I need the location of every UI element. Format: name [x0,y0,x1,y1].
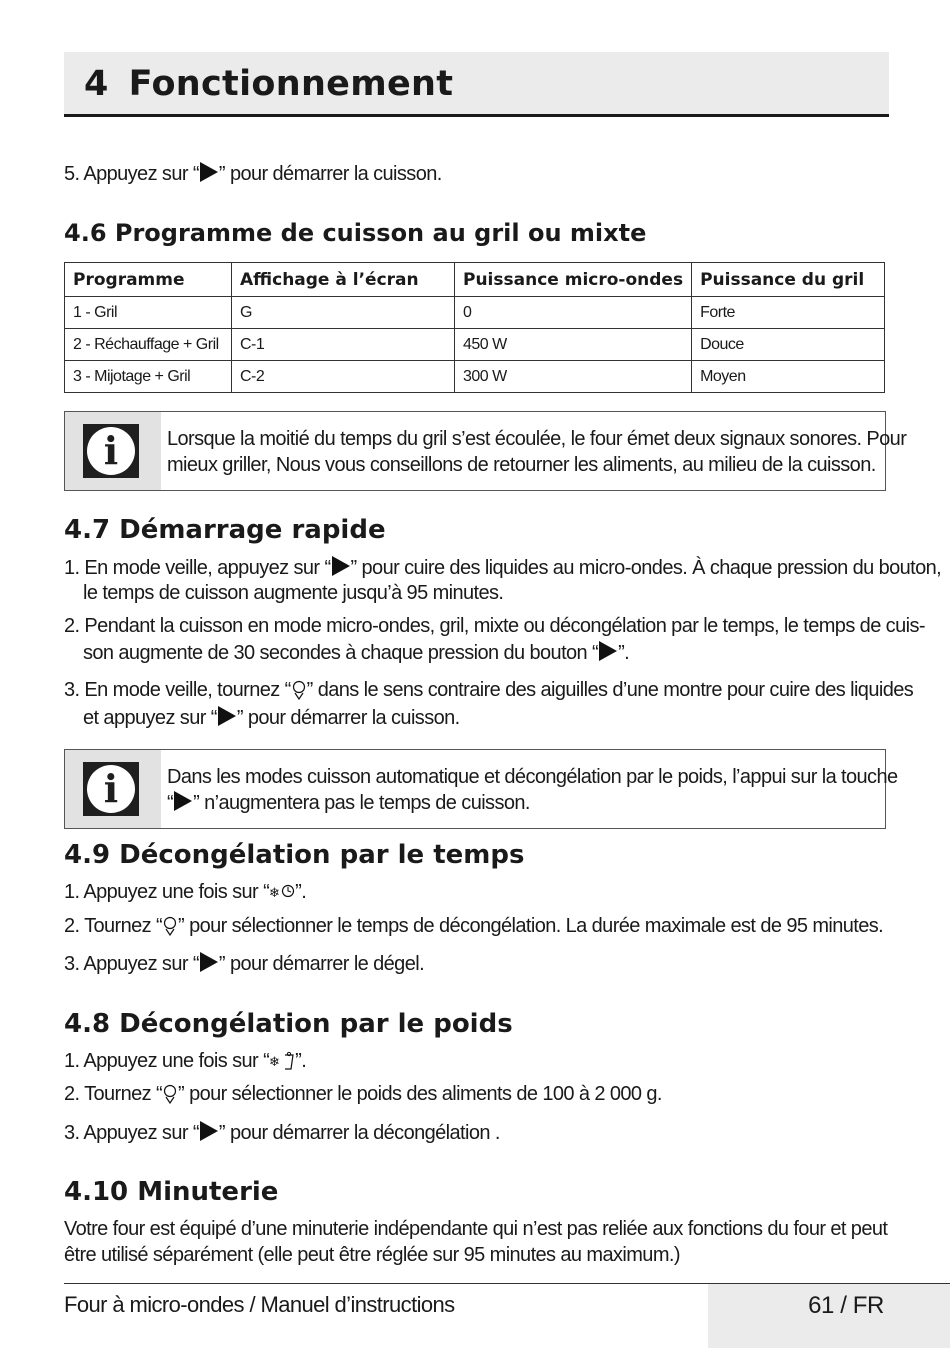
step-5 [64,162,442,186]
note-text [167,764,898,816]
table-row [65,329,885,361]
svg-text:❄: ❄ [269,886,280,901]
info-icon-cell [65,412,161,490]
table-header: Puissance du gril [692,263,885,297]
info-icon [83,762,139,816]
text-segment: 3. Appuyez sur “ [64,1122,199,1144]
table-cell: 0 [455,297,692,329]
text-segment: 1. Appuyez une fois sur “ [64,1050,270,1072]
start-button-icon [200,1121,218,1141]
text-segment: 2. Tournez “ [64,1083,163,1105]
info-note-quick-start [64,749,898,829]
start-button-icon [218,706,236,726]
table-cell: 2 - Réchauffage + Gril [65,329,232,361]
note-line: mieux griller, Nous vous conseillons de retourner les aliments, au milieu de la cuisson. [167,454,876,476]
section-4-8-title: 4.8 Décongélation par le poids [64,1009,513,1039]
table-cell: Moyen [692,361,885,393]
rotary-knob-icon [291,680,307,700]
text-segment: 2. Tournez “ [64,915,163,937]
time-defrost-icon [269,882,295,902]
section-4-7-title: 4.7 Démarrage rapide [64,515,386,545]
info-note-grill [64,411,907,491]
time-defrost-item-1 [64,881,306,904]
start-button-icon [200,162,218,182]
quick-start-item-1-cont: le temps de cuisson augmente jusqu’à 95 minutes. [83,582,504,604]
text-segment: ” pour cuire des liquides au micro-ondes. À chaque pression du bouton, [350,557,942,579]
step-5-post: ” pour démarrer la cuisson. [218,163,442,185]
table-header: Programme [65,263,232,297]
text-segment: ” dans le sens contraire des aiguilles d’une montre pour cuire des liquides [306,679,914,701]
text-segment: 1. En mode veille, appuyez sur “ [64,557,331,579]
table-cell: Forte [692,297,885,329]
table-header: Affichage à l’écran [232,263,455,297]
grill-program-table [64,262,885,393]
table-cell: C-1 [232,329,455,361]
note-text [167,426,907,478]
table-row [65,297,885,329]
table-row [65,361,885,393]
note-line: Dans les modes cuisson automatique et décongélation par le poids, l’appui sur la touche [167,766,898,788]
quick-start-item-2-cont [83,641,629,665]
rotary-knob-icon [162,916,178,936]
info-icon-cell [65,750,161,828]
text-segment: ” pour démarrer la décongélation . [218,1122,500,1144]
section-4-10-title: 4.10 Minuterie [64,1177,279,1207]
start-button-icon [174,791,192,811]
info-icon [83,424,139,478]
svg-text:❄: ❄ [269,1055,280,1070]
weight-defrost-item-2 [64,1083,662,1106]
text-segment: ” pour sélectionner le temps de décongélation. La durée maximale est de 95 minutes. [178,915,884,937]
weight-defrost-icon [269,1051,295,1071]
timer-paragraph-line: Votre four est équipé d’une minuterie indépendante qui n’est pas reliée aux fonctions du four et peut [64,1218,888,1240]
table-header: Puissance micro-ondes [455,263,692,297]
time-defrost-item-3 [64,952,424,976]
table-cell: Douce [692,329,885,361]
footer-page-number: 61 / FR [808,1292,884,1319]
text-segment: “ [167,792,174,814]
text-segment: ” n’augmentera pas le temps de cuisson. [193,792,530,814]
text-segment: ” pour sélectionner le poids des aliments de 100 à 2 000 g. [178,1083,662,1105]
chapter-number: 4 [84,64,109,104]
section-4-9-title: 4.9 Décongélation par le temps [64,840,525,870]
text-segment: 3. Appuyez sur “ [64,953,199,975]
text-segment: ”. [618,642,630,664]
table-header-row [65,263,885,297]
quick-start-item-1 [64,556,941,580]
table-cell: C-2 [232,361,455,393]
table-cell: G [232,297,455,329]
table-cell: 300 W [455,361,692,393]
start-button-icon [332,556,350,576]
info-icon-glyph: i [103,766,119,811]
footer-manual-title: Four à micro-ondes / Manuel d’instructions [64,1292,455,1317]
weight-defrost-item-1 [64,1050,306,1073]
text-segment: son augmente de 30 secondes à chaque pression du bouton “ [83,642,599,664]
rotary-knob-icon [162,1084,178,1104]
weight-defrost-item-3 [64,1121,500,1145]
timer-paragraph-line: être utilisé séparément (elle peut être réglée sur 95 minutes au maximum.) [64,1244,680,1266]
quick-start-item-3 [64,679,913,702]
text-segment: et appuyez sur “ [83,707,217,729]
text-segment: 1. Appuyez une fois sur “ [64,881,270,903]
info-icon-glyph: i [103,428,119,473]
text-segment: ” pour démarrer le dégel. [218,953,425,975]
text-segment: 3. En mode veille, tournez “ [64,679,291,701]
table-cell: 1 - Gril [65,297,232,329]
chapter-title-text: Fonctionnement [128,64,454,104]
time-defrost-item-2 [64,915,883,938]
start-button-icon [599,641,617,661]
quick-start-item-3-cont [83,706,460,730]
quick-start-item-2: 2. Pendant la cuisson en mode micro-ondes, gril, mixte ou décongélation par le temps, le temps de cuis- [64,615,925,637]
chapter-title [84,64,453,104]
note-line [167,790,879,816]
table-cell: 3 - Mijotage + Gril [65,361,232,393]
text-segment: ”. [295,1050,307,1072]
start-button-icon [200,952,218,972]
step-5-pre: 5. Appuyez sur “ [64,163,199,185]
text-segment: ”. [295,881,307,903]
table-cell: 450 W [455,329,692,361]
note-line: Lorsque la moitié du temps du gril s’est écoulée, le four émet deux signaux sonores. Pour [167,428,907,450]
chapter-header [64,52,889,117]
section-4-6-title: 4.6 Programme de cuisson au gril ou mixte [64,219,647,247]
text-segment: ” pour démarrer la cuisson. [236,707,460,729]
